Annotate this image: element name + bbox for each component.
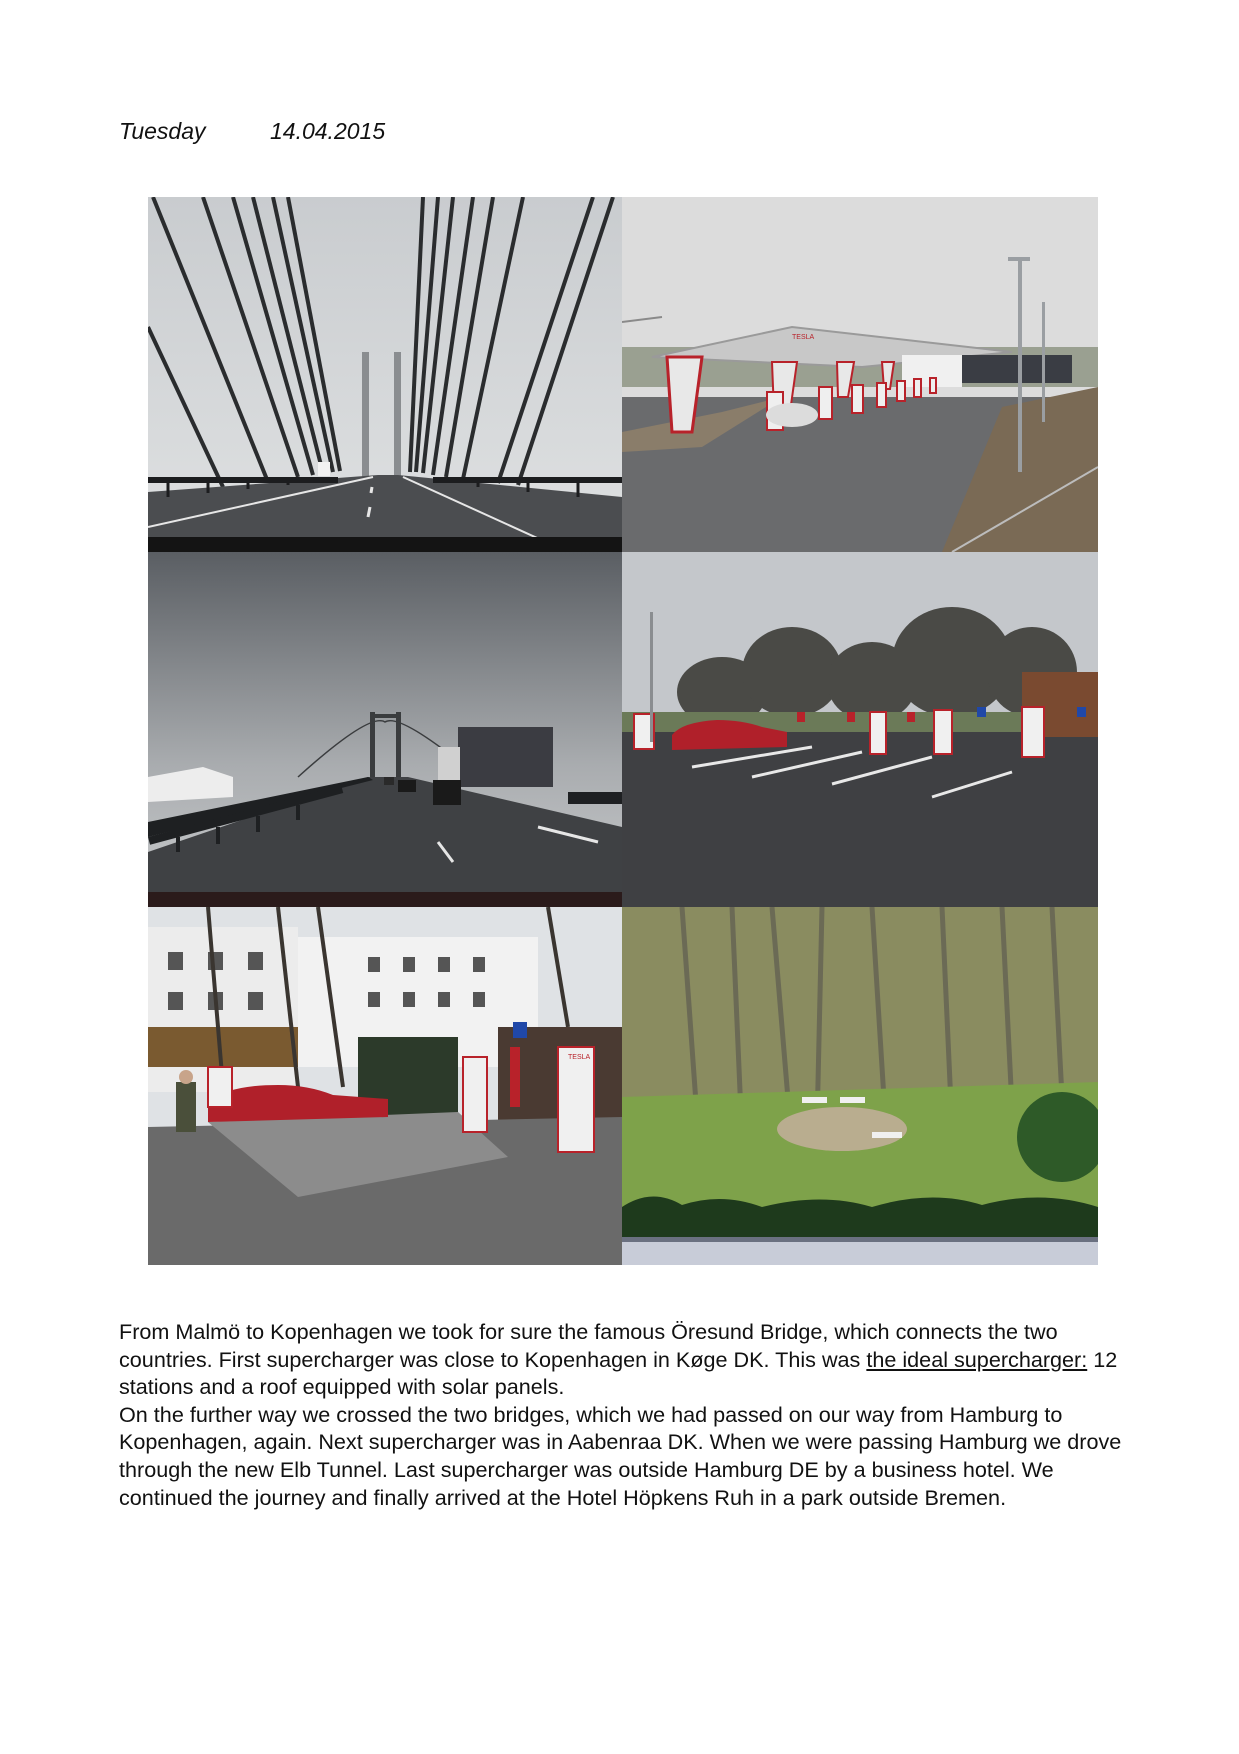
photo-hamburg-supercharger[interactable] <box>148 907 622 1265</box>
bridge-drive-image <box>148 197 622 552</box>
tesla-station-sign: TESLA <box>568 1054 591 1061</box>
ideal-supercharger-link[interactable]: the ideal supercharger: <box>866 1346 1088 1372</box>
photo-aabenraa-supercharger[interactable] <box>622 552 1098 907</box>
paragraph-2: On the further way we crossed the two bridges, which we had passed on our way from Hamburg to Kopenhagen, again. Next supercharger was in Aabenraa DK. When we were passing Hamburg we drove through the new Elb Tunnel. Last supercharger was outside Hamburg DE by a business hotel. We continued the journey and finally arrived at the Hotel Höpkens Ruh in a park outside Bremen. <box>119 1401 1122 1510</box>
park-view-image <box>622 907 1098 1265</box>
paragraph-1-end: 12 stations and a roof equipped with solar panels. <box>119 1346 1118 1400</box>
supercharger-roof-image <box>622 197 1098 552</box>
day-label: Tuesday <box>119 118 206 144</box>
body-text <box>119 1318 1129 1511</box>
photo-oresund-bridge[interactable] <box>148 197 622 552</box>
paragraph-1 <box>119 1318 1129 1401</box>
page-header <box>119 118 386 145</box>
paragraph-1-start: From Malmö to Kopenhagen we took for sure the famous Öresund Bridge, which connects the two countries. First supercharger was close to Kopenhagen in Køge DK. This was <box>119 1319 1058 1372</box>
hamburg-hotel-image <box>148 907 622 1265</box>
photo-grid <box>148 197 1098 1265</box>
photo-koge-supercharger[interactable] <box>622 197 1098 552</box>
photo-suspension-bridge[interactable] <box>148 552 622 907</box>
aabenraa-image <box>622 552 1098 907</box>
photo-hotel-park[interactable] <box>622 907 1098 1265</box>
tesla-roof-sign: TESLA <box>792 334 815 341</box>
suspension-bridge-image <box>148 552 622 907</box>
date-label: 14.04.2015 <box>270 118 386 144</box>
